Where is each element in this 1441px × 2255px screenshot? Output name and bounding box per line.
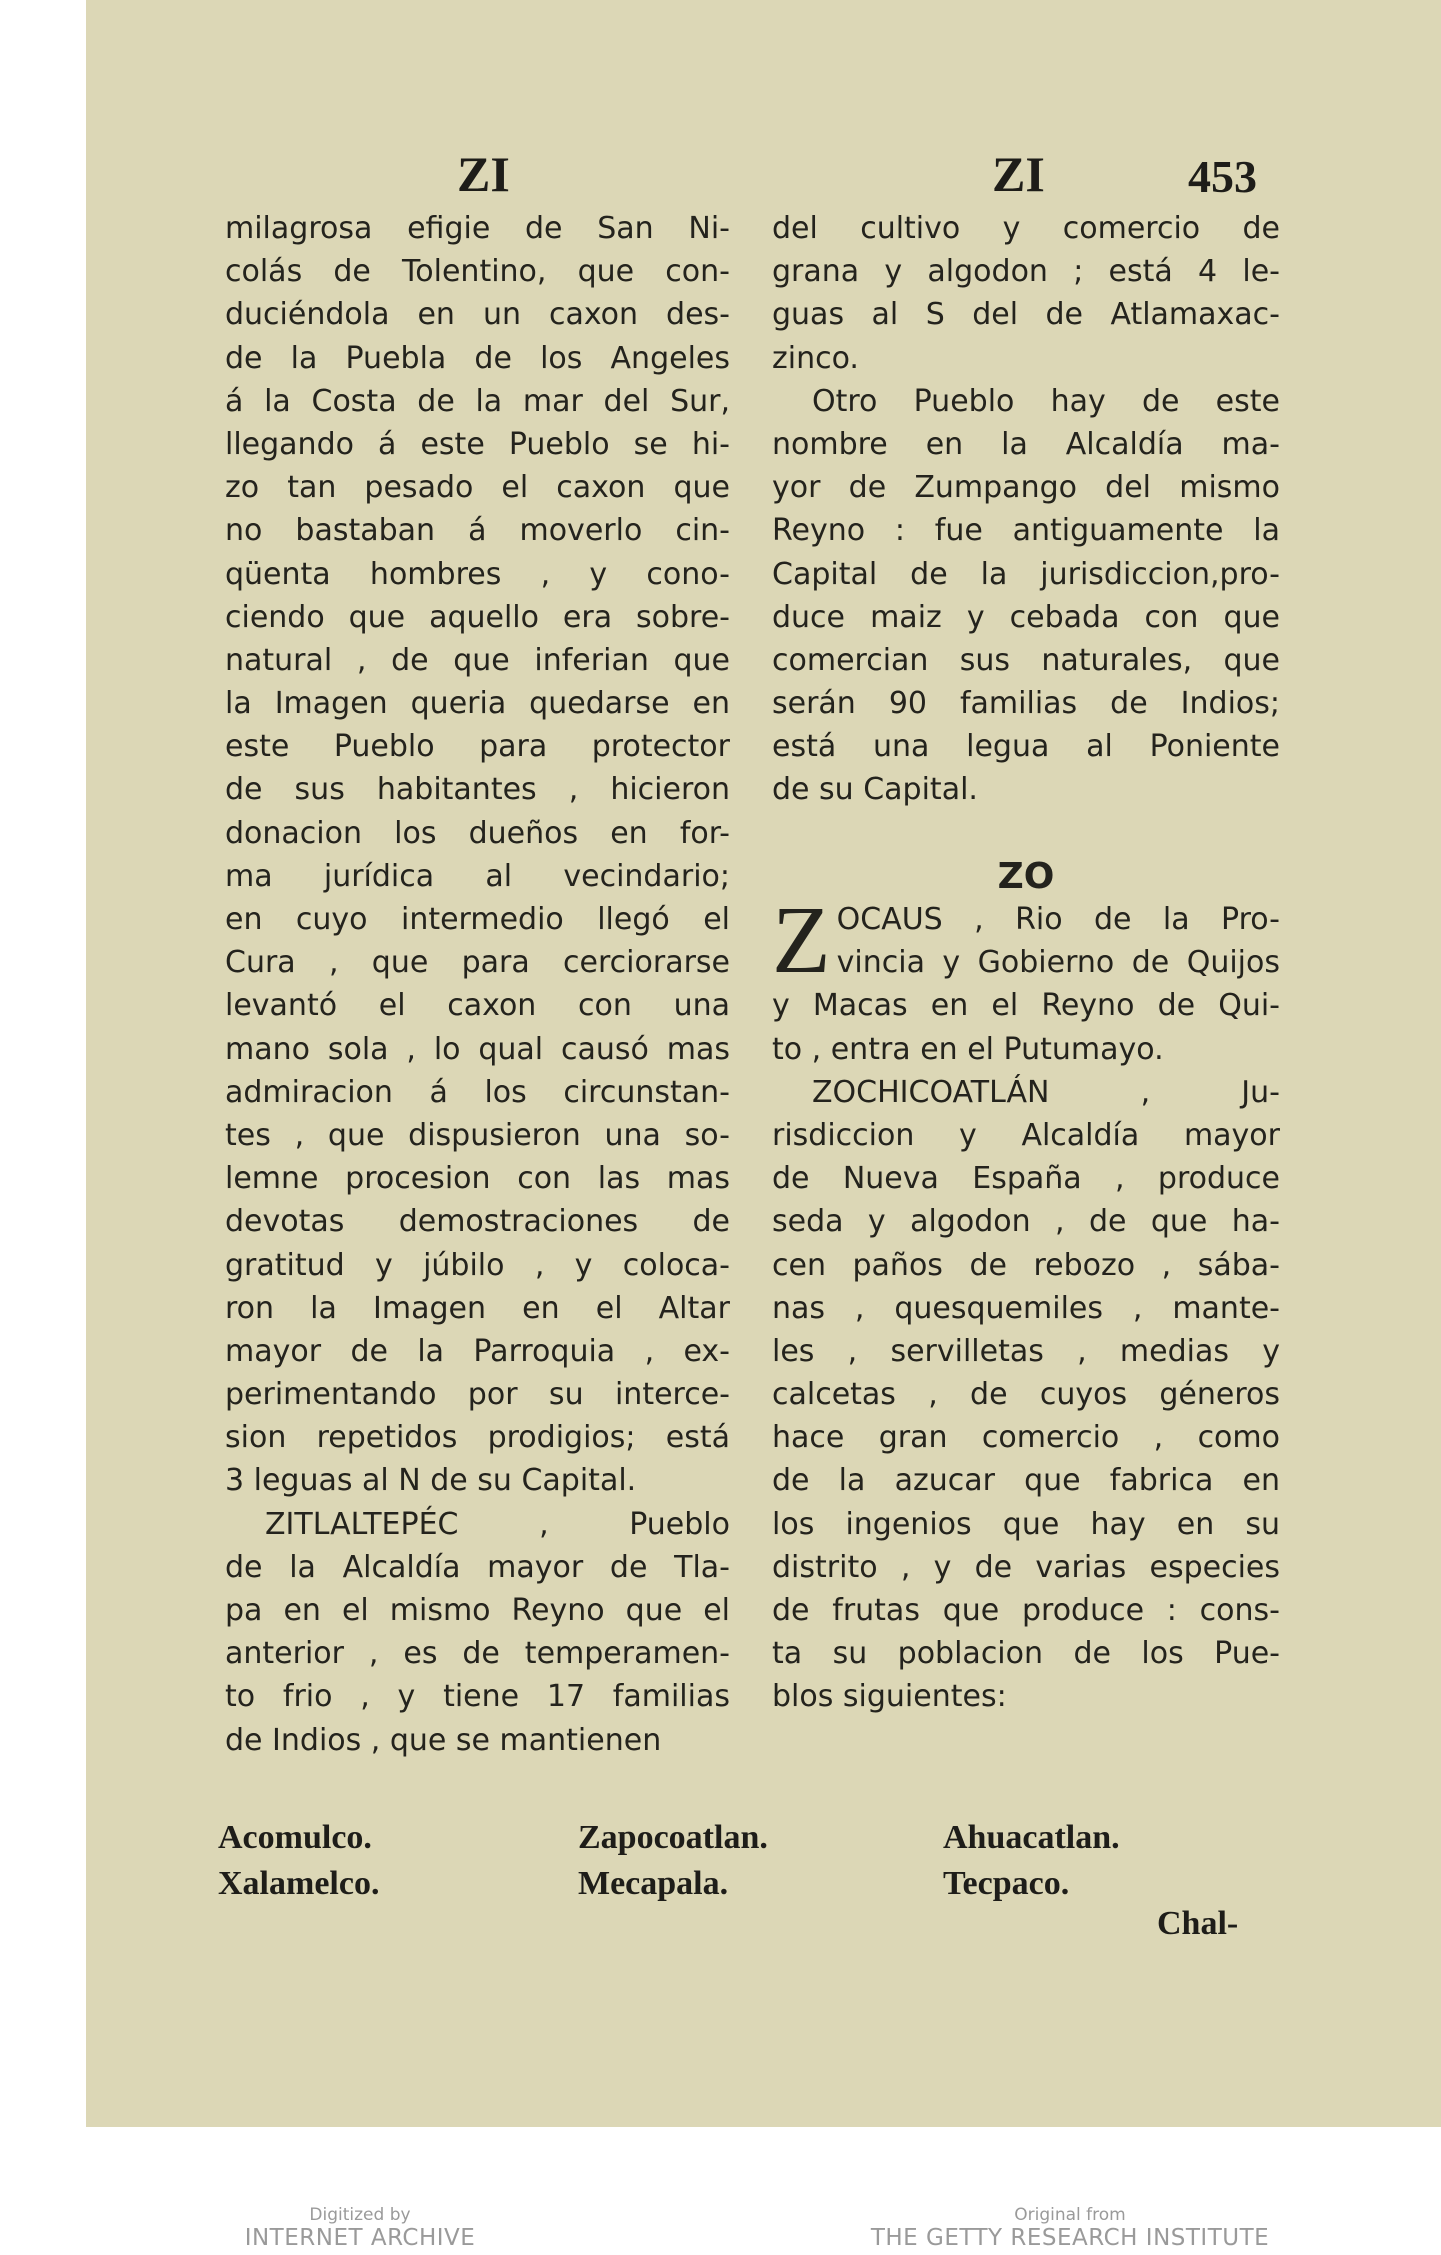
- running-head-center: ZI: [992, 146, 1045, 202]
- text-line: ciendo que aquello era sobre-: [225, 599, 730, 635]
- text-line: natural , de que inferian que: [225, 642, 730, 678]
- text-line: devotas demostraciones de: [225, 1204, 730, 1240]
- text-line: pa en el mismo Reyno que el: [225, 1593, 730, 1628]
- text-line: donacion los dueños en for-: [225, 815, 730, 851]
- text-line: gratitud y júbilo , y coloca-: [225, 1247, 730, 1283]
- text-line: llegando á este Pueblo se hi-: [225, 426, 730, 462]
- text-line: ZOCHICOATLÁN , Ju-: [812, 1074, 1280, 1110]
- text-line: admiracion á los circunstan-: [225, 1074, 730, 1110]
- text-line: y Macas en el Reyno de Qui-: [772, 988, 1280, 1024]
- text-line: mano sola , lo qual causó mas: [225, 1031, 730, 1067]
- footer-left-name: INTERNET ARCHIVE: [244, 2225, 476, 2251]
- place-name: Mecapala.: [578, 1865, 729, 1902]
- text-line: zo tan pesado el caxon que: [225, 470, 730, 506]
- text-line: to frio , y tiene 17 familias: [225, 1679, 730, 1715]
- text-line: blos siguientes:: [772, 1679, 1007, 1715]
- text-line: seda y algodon , de que ha-: [772, 1204, 1280, 1240]
- text-line: levantó el caxon con una: [225, 988, 730, 1024]
- text-line: perimentando por su interce-: [225, 1377, 730, 1413]
- text-line: Reyno : fue antiguamente la: [772, 513, 1280, 549]
- text-line: zinco.: [772, 340, 859, 376]
- section-heading: ZO: [997, 855, 1055, 897]
- spacer: [772, 812, 1280, 855]
- text-line: nas , quesquemiles , mante-: [772, 1290, 1280, 1326]
- text-line: de sus habitantes , hicieron: [225, 772, 730, 808]
- text-line: ma jurídica al vecindario;: [225, 858, 730, 894]
- text-line: sion repetidos prodigios; está: [225, 1420, 730, 1456]
- text-line: á la Costa de la mar del Sur,: [225, 383, 730, 419]
- place-name: Ahuacatlan.: [943, 1819, 1120, 1856]
- text-line: ZITLALTEPÉC , Pueblo: [265, 1506, 730, 1542]
- footer-digitized-by: [200, 2205, 520, 2251]
- text-line: está una legua al Poniente: [772, 729, 1280, 765]
- left-text-column: [225, 207, 730, 1762]
- text-line: qüenta hombres , y cono-: [225, 556, 730, 592]
- drop-cap: Z: [772, 886, 831, 993]
- text-line: nombre en la Alcaldía ma-: [772, 426, 1280, 462]
- page-number: 453: [1188, 151, 1257, 202]
- text-line: duce maiz y cebada con que: [772, 599, 1280, 635]
- text-line: serán 90 familias de Indios;: [772, 686, 1280, 722]
- place-name: Acomulco.: [218, 1819, 372, 1856]
- text-line: de la Alcaldía mayor de Tla-: [225, 1549, 730, 1585]
- text-line: Capital de la jurisdiccion,pro-: [772, 556, 1280, 592]
- text-line: de Nueva España , produce: [772, 1161, 1280, 1197]
- text-line: yor de Zumpango del mismo: [772, 470, 1280, 506]
- footer-right-name: THE GETTY RESEARCH INSTITUTE: [870, 2225, 1270, 2251]
- right-text-column: [772, 207, 1280, 1719]
- footer-original-from: [860, 2205, 1280, 2251]
- text-line: 3 leguas al N de su Capital.: [225, 1463, 637, 1499]
- text-line: tes , que dispusieron una so-: [225, 1117, 730, 1153]
- footer-left-caption: Digitized by: [309, 2205, 411, 2225]
- text-line: de la azucar que fabrica en: [772, 1463, 1280, 1499]
- text-line: ta su poblacion de los Pue-: [772, 1636, 1280, 1672]
- text-line: de Indios , que se mantienen: [225, 1722, 662, 1758]
- catchword: Chal-: [1157, 1905, 1239, 1942]
- text-line: distrito , y de varias especies: [772, 1549, 1280, 1585]
- text-line: en cuyo intermedio llegó el: [225, 902, 730, 937]
- text-line: les , servilletas , medias y: [772, 1333, 1280, 1369]
- text-line: cen paños de rebozo , sába-: [772, 1247, 1280, 1283]
- text-line: duciéndola en un caxon des-: [225, 297, 730, 333]
- text-line: colás de Tolentino, que con-: [225, 254, 730, 290]
- text-line: de la Puebla de los Angeles: [225, 340, 730, 376]
- text-line: calcetas , de cuyos géneros: [772, 1377, 1280, 1413]
- text-line: anterior , es de temperamen-: [225, 1636, 730, 1672]
- text-line: este Pueblo para protector: [225, 729, 730, 765]
- place-name: Tecpaco.: [943, 1865, 1070, 1902]
- text-line: grana y algodon ; está 4 le-: [772, 254, 1280, 290]
- text-line: Otro Pueblo hay de este: [812, 383, 1280, 419]
- text-line: comercian sus naturales, que: [772, 642, 1280, 678]
- text-line: Cura , que para cerciorarse: [225, 945, 730, 981]
- text-line: del cultivo y comercio de: [772, 211, 1280, 246]
- text-line: ron la Imagen en el Altar: [225, 1290, 730, 1326]
- text-line: los ingenios que hay en su: [772, 1506, 1280, 1542]
- text-line: vincia y Gobierno de Quijos: [836, 945, 1280, 981]
- place-name: Xalamelco.: [218, 1865, 380, 1902]
- text-line: to , entra en el Putumayo.: [772, 1031, 1164, 1067]
- text-line: no bastaban á moverlo cin-: [225, 513, 730, 549]
- text-line: OCAUS , Rio de la Pro-: [836, 902, 1280, 937]
- text-line: guas al S del de Atlamaxac-: [772, 297, 1280, 333]
- text-line: de su Capital.: [772, 772, 978, 808]
- text-line: mayor de la Parroquia , ex-: [225, 1333, 730, 1369]
- text-line: la Imagen queria quedarse en: [225, 686, 730, 722]
- place-name: Zapocoatlan.: [578, 1819, 768, 1856]
- footer-right-caption: Original from: [1014, 2205, 1126, 2225]
- text-line: de frutas que produce : cons-: [772, 1593, 1280, 1628]
- text-line: lemne procesion con las mas: [225, 1161, 730, 1197]
- text-line: risdiccion y Alcaldía mayor: [772, 1117, 1280, 1153]
- running-head-left: ZI: [457, 146, 510, 202]
- text-line: milagrosa efigie de San Ni-: [225, 211, 730, 246]
- text-line: hace gran comercio , como: [772, 1420, 1280, 1456]
